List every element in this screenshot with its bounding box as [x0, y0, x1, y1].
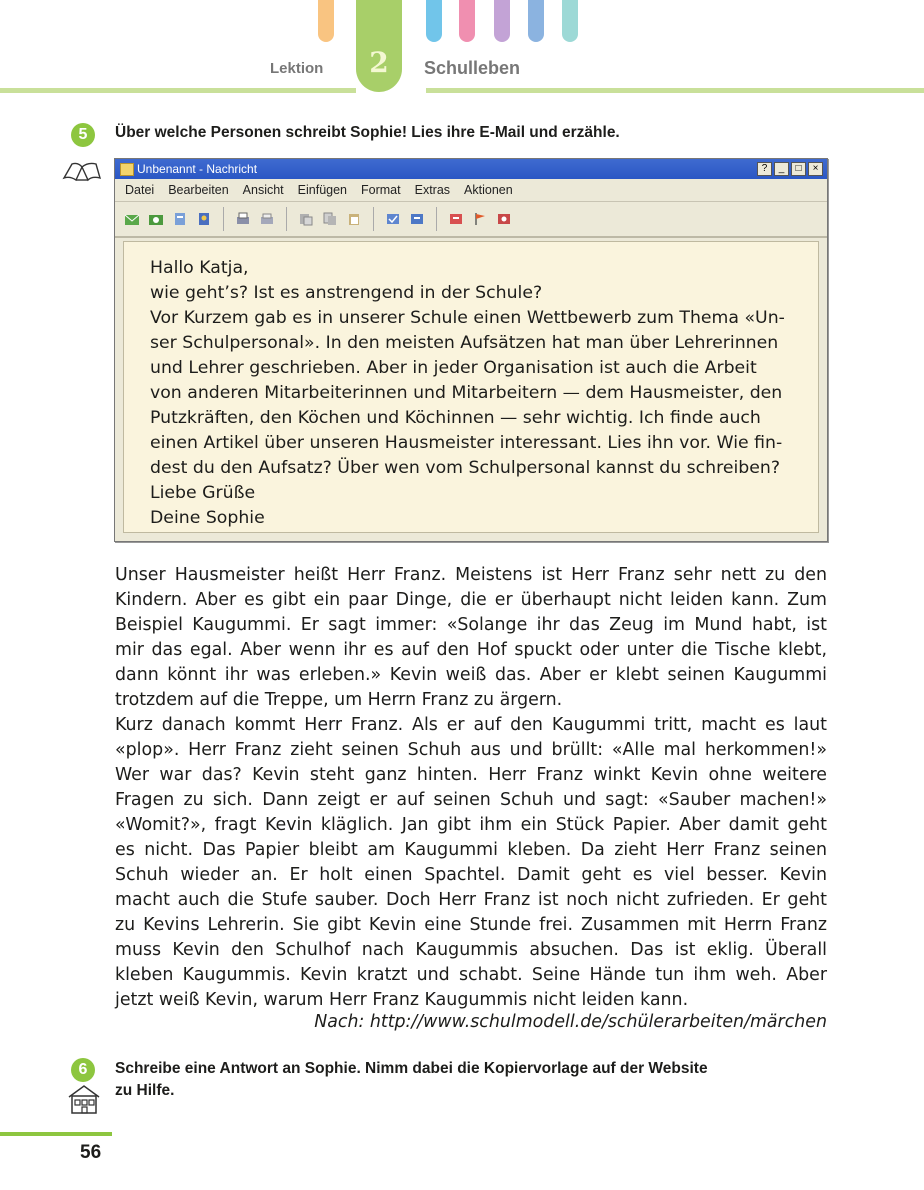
check-names-icon[interactable] — [384, 210, 402, 228]
header-tabs — [0, 0, 924, 100]
menu-extras[interactable]: Extras — [414, 183, 451, 197]
send-later-icon[interactable] — [147, 210, 165, 228]
email-line: Putzkräften, den Köchen und Köchinnen — sehr wichtig. Ich finde auch — [150, 408, 761, 428]
menu-bar — [115, 179, 827, 202]
article-line: Kurz danach kommt Herr Franz. Als er auf den Kaugummi tritt, macht es laut — [115, 715, 827, 735]
flag-icon[interactable] — [471, 210, 489, 228]
close-button[interactable]: × — [808, 162, 823, 176]
article-line: trotzdem auf die Treppe, um Herrn Franz zu ärgern. — [115, 690, 563, 710]
menu-datei[interactable]: Datei — [125, 183, 155, 197]
email-line: Vor Kurzem gab es in unserer Schule einen Wettbewerb zum Thema «Un- — [150, 308, 785, 328]
book-icon — [62, 158, 102, 182]
send-icon[interactable] — [123, 210, 141, 228]
spelling-icon[interactable] — [408, 210, 426, 228]
minimize-button[interactable]: _ — [774, 162, 789, 176]
maximize-button[interactable]: □ — [791, 162, 806, 176]
menu-aktionen[interactable]: Aktionen — [464, 183, 513, 197]
header-tab-lightblue — [528, 0, 544, 42]
address-icon[interactable] — [195, 210, 213, 228]
window-title: Unbenannt - Nachricht — [137, 162, 258, 176]
menu-bearbeiten[interactable]: Bearbeiten — [168, 183, 229, 197]
paste-icon[interactable] — [345, 210, 363, 228]
article-text — [115, 563, 827, 1013]
menu-einfuegen[interactable]: Einfügen — [297, 183, 348, 197]
article-line: Kindern. Aber es gibt ein paar Dinge, die er überhaupt nicht leiden kann. Zum — [115, 590, 827, 610]
email-line: Hallo Katja, — [150, 258, 249, 278]
article-line: dann könnt ihr was erleben.» Kevin weiß das. Aber er klebt seinen Kaugummi — [115, 665, 827, 685]
article-line: es nicht. Das Papier bleibt am Kaugummi kleben. Da zieht Herr Franz seinen — [115, 840, 827, 860]
email-line: Deine Sophie — [150, 508, 265, 528]
article-line: Beispiel Kaugummi. Er sagt immer: «Solange ihr das Zeug im Mund habt, ist — [115, 615, 827, 635]
window-titlebar[interactable] — [115, 159, 827, 179]
lektion-label: Lektion — [270, 60, 324, 77]
article-line: Unser Hausmeister heißt Herr Franz. Meistens ist Herr Franz sehr nett zu den — [115, 565, 827, 585]
header-tab-purple — [494, 0, 510, 42]
header-tab-pink — [459, 0, 475, 42]
email-text — [150, 256, 810, 531]
article-line: muss Kevin den Schulhof nach Kaugummis absuchen. Das ist eklig. Überall — [115, 940, 827, 960]
email-line: einen Artikel über unseren Hausmeister interessant. Lies ihn vor. Wie fin- — [150, 433, 783, 453]
header-rule-left — [0, 88, 356, 93]
email-line: Liebe Grüße — [150, 483, 256, 503]
email-line: ser Schulpersonal». In den meisten Aufsätzen hat man über Lehrerinnen — [150, 333, 779, 353]
message-body[interactable] — [123, 241, 819, 533]
house-icon — [66, 1083, 102, 1115]
help-button[interactable]: ? — [757, 162, 772, 176]
priority-icon[interactable] — [447, 210, 465, 228]
exercise-number-badge: 5 — [71, 123, 95, 147]
email-window — [114, 158, 828, 542]
print-icon[interactable] — [234, 210, 252, 228]
page-number: 56 — [80, 1142, 102, 1163]
article-line: Schuh wieder an. Er holt einen Spachtel. Damit geht es viel besser. Kevin — [115, 865, 827, 885]
article-line: zu Kevins Lehrerin. Sie gibt Kevin eine Stunde frei. Zusammen mit Herrn Franz — [115, 915, 827, 935]
article-line: «plop». Herr Franz zieht seinen Schuh aus und brüllt: «Alle mal herkommen!» — [115, 740, 827, 760]
exercise-instruction: Über welche Personen schreibt Sophie! Lies ihre E-Mail und erzähle. — [115, 124, 620, 141]
email-line: wie geht’s? Ist es anstrengend in der Schule? — [150, 283, 543, 303]
article-line: mir das egal. Aber wenn ihr es auf den Hof spuckt oder unter die Tische klebt, — [115, 640, 827, 660]
header-tab-blue — [426, 0, 442, 42]
footer-rule — [0, 1132, 112, 1136]
article-line: jetzt weiß Kevin, warum Herr Franz Kaugummis nicht leiden kann. — [115, 990, 689, 1010]
options-icon[interactable] — [495, 210, 513, 228]
header-rule-right — [426, 88, 924, 93]
header-tab-orange — [318, 0, 334, 42]
article-source: Nach: http://www.schulmodell.de/schülerarbeiten/märchen — [314, 1012, 827, 1032]
email-line: von anderen Mitarbeiterinnen und Mitarbeitern — dem Hausmeister, den — [150, 383, 783, 403]
envelope-icon — [120, 163, 134, 176]
attach-icon[interactable] — [171, 210, 189, 228]
article-line: Fragen zu sich. Dann zeigt er auf seinen Schuh und sagt: «Sauber machen!» — [115, 790, 827, 810]
email-line: und Lehrer geschrieben. Aber in jeder Organisation ist auch die Arbeit — [150, 358, 757, 378]
article-line: kleben Kaugummis. Kevin kratzt und schabt. Seine Hände tun ihm weh. Aber — [115, 965, 827, 985]
instruction-line: zu Hilfe. — [115, 1082, 175, 1099]
copy-icon[interactable] — [321, 210, 339, 228]
menu-ansicht[interactable]: Ansicht — [242, 183, 284, 197]
unit-title: Schulleben — [424, 58, 521, 78]
lesson-number: 2 — [369, 46, 389, 79]
article-line: macht auch die Stufe sauber. Doch Herr Franz ist noch nicht zufrieden. Er geht — [115, 890, 827, 910]
instruction-line: Schreibe eine Antwort an Sophie. Nimm dabei die Kopiervorlage auf der Website — [115, 1060, 708, 1077]
email-line: dest du den Aufsatz? Über wen vom Schulpersonal kannst du schreiben? — [150, 458, 781, 478]
article-line: Wer war das? Kevin steht ganz hinten. Herr Franz winkt Kevin ohne weitere — [115, 765, 827, 785]
print-preview-icon[interactable] — [258, 210, 276, 228]
cut-icon[interactable] — [297, 210, 315, 228]
article-line: «Womit?», fragt Kevin kläglich. Jan gibt ihm ein Stück Papier. Aber damit geht — [115, 815, 827, 835]
exercise-number-badge: 6 — [71, 1058, 95, 1082]
menu-format[interactable]: Format — [361, 183, 401, 197]
header-tab-teal — [562, 0, 578, 42]
toolbar — [115, 202, 827, 238]
exercise-instruction — [115, 1058, 827, 1102]
